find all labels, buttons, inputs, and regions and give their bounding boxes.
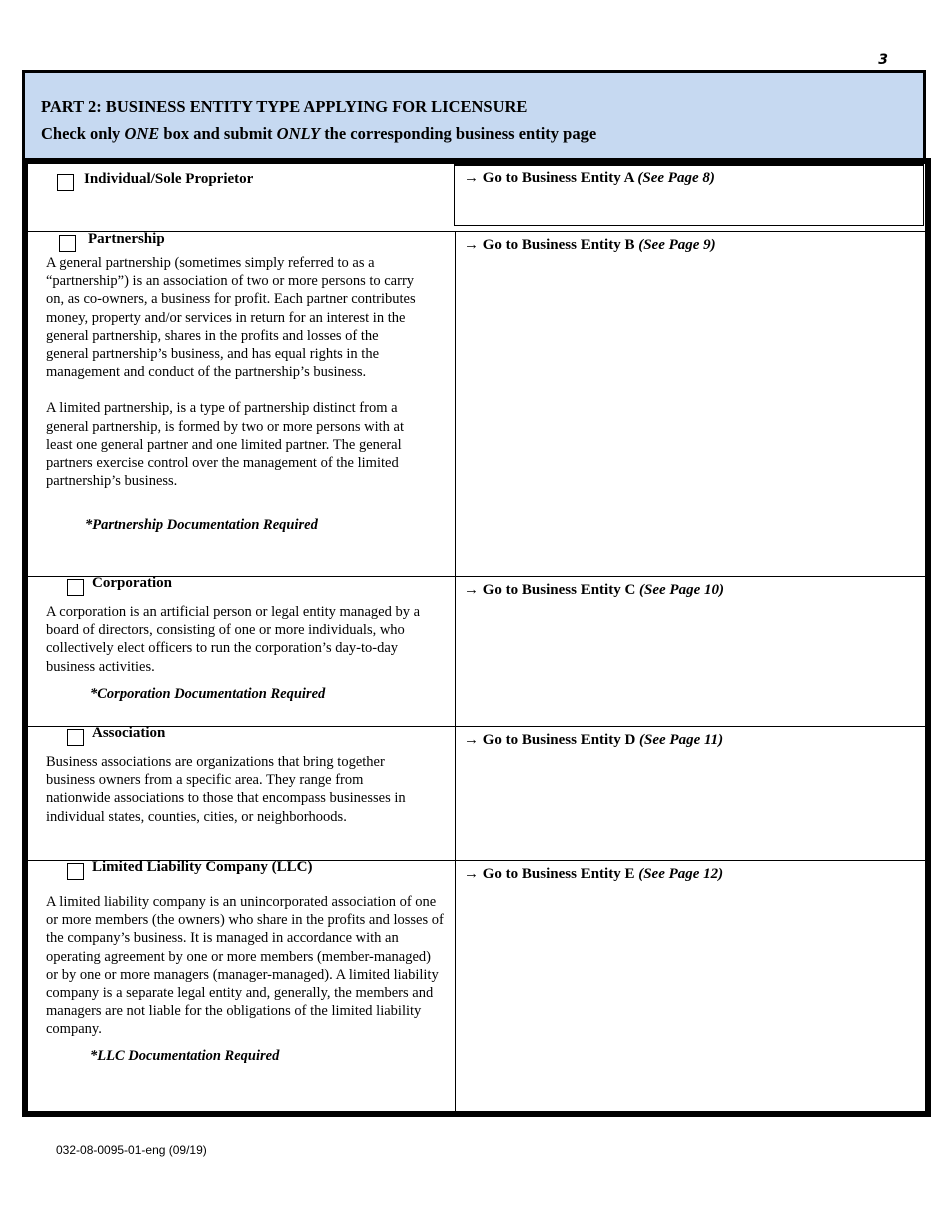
form-code: 032-08-0095-01-eng (09/19) [56, 1143, 207, 1157]
instruction-emphasis-only: ONLY [276, 124, 321, 143]
goto-text: → Go to Business Entity E [464, 866, 635, 882]
goto-text: → Go to Business Entity C [464, 582, 636, 598]
llc-label: Limited Liability Company (LLC) [92, 859, 313, 875]
section-instruction [41, 124, 596, 144]
entity-row-corporation [28, 576, 925, 727]
partnership-checkbox[interactable] [59, 235, 76, 252]
corporation-goto [464, 582, 724, 599]
instruction-text: box and submit [159, 124, 277, 143]
llc-description: A limited liability company is an unincorporated association of one or more members (the owners) who share in the profits and losses of the company’s business. It is managed in accordance with an operating agreement by one or more members (member-managed) or by one or more managers (manager-managed). A limited liability company is a separate legal entity and, generally, the members and managers are not liable for the obligations of the limited liability company. [46, 894, 444, 1038]
entity-row-association [28, 726, 925, 861]
goto-cell [456, 860, 925, 1111]
llc-goto [464, 866, 723, 883]
page-number: 3 [878, 52, 888, 68]
entity-cell [28, 726, 456, 860]
individual-checkbox[interactable] [57, 174, 74, 191]
association-label: Association [92, 725, 166, 741]
entity-type-table [22, 158, 931, 1117]
entity-row-partnership [28, 231, 925, 577]
see-page: (See Page 9) [638, 237, 716, 253]
llc-doc-required: *LLC Documentation Required [90, 1048, 280, 1064]
corporation-label: Corporation [92, 575, 172, 591]
goto-cell [456, 576, 925, 726]
entity-cell [28, 164, 455, 231]
goto-text: → Go to Business Entity A [464, 170, 634, 186]
goto-text: → Go to Business Entity D [464, 732, 636, 748]
see-page: (See Page 10) [639, 582, 724, 598]
corporation-doc-required: *Corporation Documentation Required [90, 686, 326, 702]
association-description: Business associations are organizations that bring together business owners from a specific area. They range from nationwide associations to those that encompass businesses in individual states, counties, cities, or neighborhoods. [46, 754, 406, 825]
entity-cell [28, 860, 456, 1111]
instruction-text: Check only [41, 124, 125, 143]
see-page: (See Page 12) [638, 866, 724, 882]
entity-cell [28, 576, 456, 726]
goto-cell [456, 164, 925, 231]
partnership-doc-required: *Partnership Documentation Required [85, 517, 318, 533]
association-checkbox[interactable] [67, 729, 84, 746]
individual-label: Individual/Sole Proprietor [84, 171, 254, 187]
instruction-emphasis-one: ONE [124, 124, 160, 143]
entity-row-llc [28, 860, 925, 1111]
section-title: PART 2: BUSINESS ENTITY TYPE APPLYING FOR LICENSURE [41, 97, 528, 116]
entity-cell [28, 231, 456, 576]
see-page: (See Page 11) [639, 732, 724, 748]
corporation-description: A corporation is an artificial person or legal entity managed by a board of directors, consisting of one or more individuals, who collectively elect officers to run the corporation’s day-to-day business activities. [46, 604, 421, 675]
goto-text: → Go to Business Entity B [464, 237, 635, 253]
limited-partnership-text: A limited partnership, is a type of partnership distinct from a general partnership, is formed by two or more persons with at least one general partner and one limited partner. The general partners exercise control over the management of the limited partnership’s business. [46, 400, 404, 490]
see-page: (See Page 8) [637, 170, 715, 186]
entity-row-individual [28, 164, 925, 232]
instruction-text: the corresponding business entity page [320, 124, 597, 143]
individual-goto [464, 170, 715, 187]
general-partnership-text: A general partnership (sometimes simply referred to as a “partnership”) is an association of two or more persons to carry on, as co-owners, a business for profit. Each partner contributes money, property and/or services in return for an interest in the general partnership, shares in the profits and losses of the general partnership’s business, and has equal rights in the management and conduct of the partnership’s business. [46, 255, 416, 381]
llc-checkbox[interactable] [67, 863, 84, 880]
goto-cell [456, 231, 925, 576]
part2-header [22, 70, 926, 160]
association-goto [464, 732, 723, 749]
corporation-checkbox[interactable] [67, 579, 84, 596]
partnership-label: Partnership [88, 231, 165, 247]
partnership-goto [464, 237, 716, 254]
goto-cell [456, 726, 925, 860]
partnership-description [46, 254, 416, 508]
